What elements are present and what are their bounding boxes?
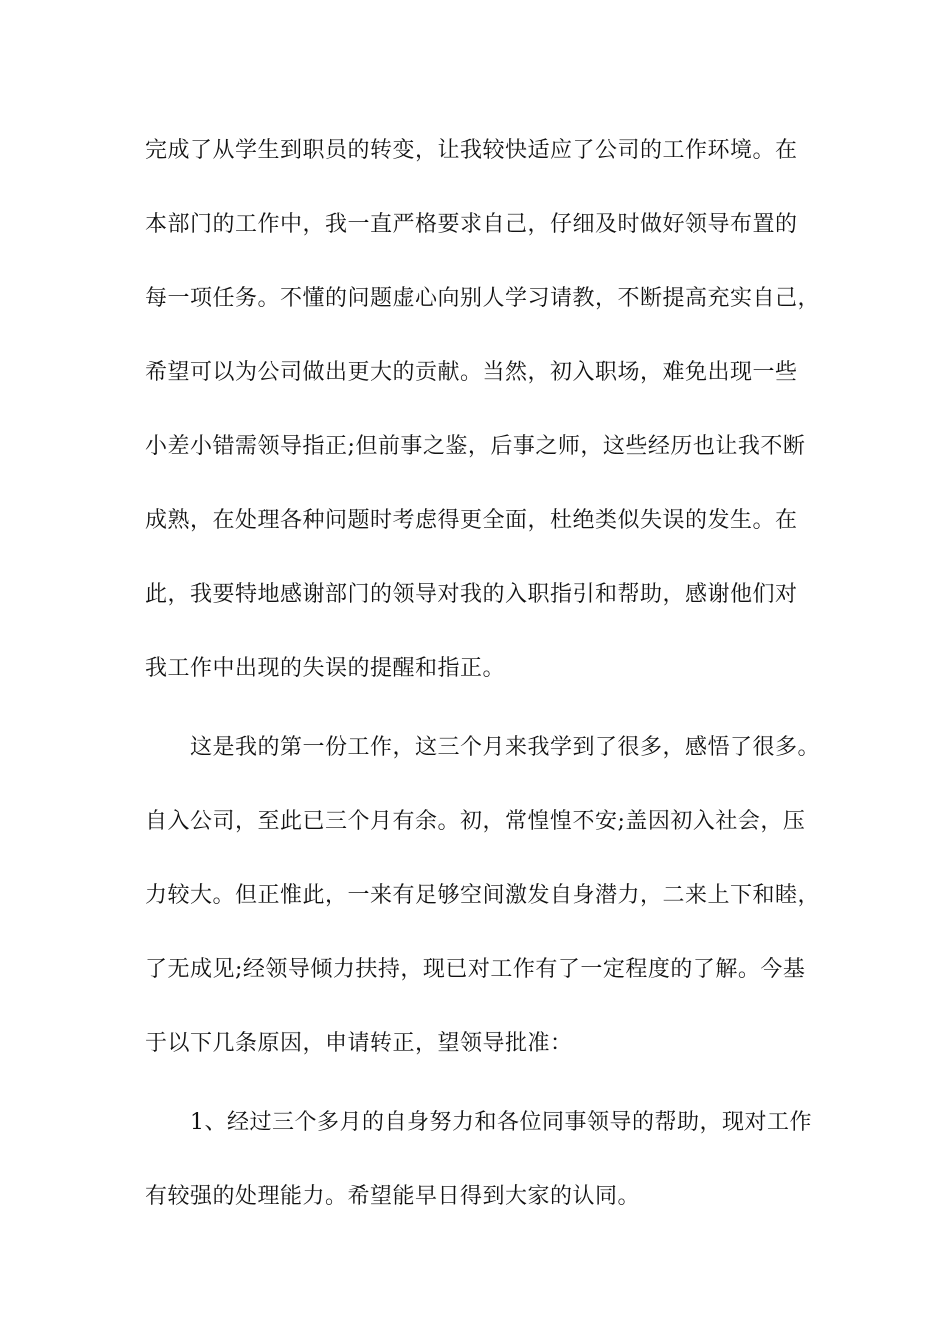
text-line: 本部门的工作中，我一直严格要求自己，仔细及时做好领导布置的 — [145, 212, 798, 237]
text-line: 完成了从学生到职员的转变，让我较快适应了公司的工作环境。在 — [145, 138, 798, 163]
paragraph-first-line: 这是我的第一份工作，这三个月来我学到了很多，感悟了很多。 — [190, 735, 821, 760]
text-line: 此，我要特地感谢部门的领导对我的入职指引和帮助，感谢他们对 — [145, 582, 798, 607]
text-line: 我工作中出现的失误的提醒和指正。 — [145, 656, 506, 681]
text-line: 成熟，在处理各种问题时考虑得更全面，杜绝类似失误的发生。在 — [145, 508, 798, 533]
text-line: 了无成见;经领导倾力扶持，现已对工作有了一定程度的了解。今基 — [145, 957, 806, 982]
text-line: 有较强的处理能力。希望能早日得到大家的认同。 — [145, 1184, 641, 1209]
list-item-first-line: 1、经过三个多月的自身努力和各位同事领导的帮助，现对工作 — [190, 1110, 812, 1135]
text-line: 希望可以为公司做出更大的贡献。当然，初入职场，难免出现一些 — [145, 360, 798, 385]
text-line: 小差小错需领导指正;但前事之鉴，后事之师，这些经历也让我不断 — [145, 434, 806, 459]
text-line: 于以下几条原因，申请转正，望领导批准： — [145, 1031, 573, 1056]
text-line: 每一项任务。不懂的问题虚心向别人学习请教，不断提高充实自己， — [145, 286, 821, 311]
text-line: 力较大。但正惟此，一来有足够空间激发自身潜力，二来上下和睦， — [145, 883, 821, 908]
text-line: 自入公司，至此已三个月有余。初，常惶惶不安;盖因初入社会，压 — [145, 809, 806, 834]
